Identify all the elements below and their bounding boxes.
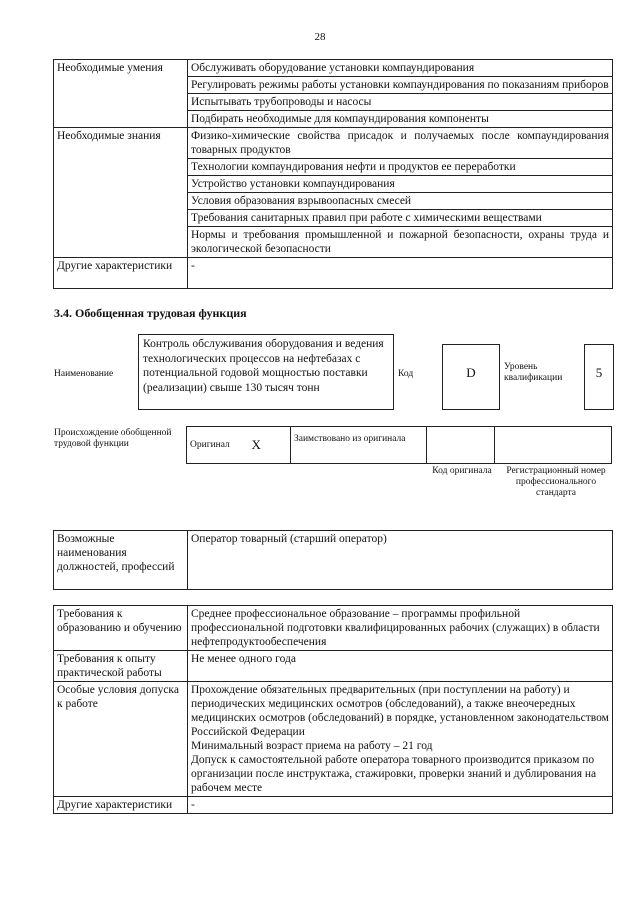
conditions-line: Допуск к самостоятельной работе оператора товарного производится приказом по организации после инструктажа, стажировки, проверки знаний и дублирования на рабочем месте [191, 754, 597, 794]
borrowed-label: Заимствовано из оригинала [291, 427, 427, 464]
experience-label: Требования к опыту практической работы [54, 651, 188, 682]
section-title: 3.4. Обобщенная трудовая функция [54, 306, 247, 320]
name-box [138, 334, 394, 410]
knowledge-item: Нормы и требования промышленной и пожарной безопасности, охраны труда и экологической безопасности [188, 227, 613, 258]
registration-number-caption: Регистрационный номер профессионального стандарта [506, 466, 606, 498]
skills-row-1 [54, 60, 613, 77]
other-characteristics-value: - [188, 797, 613, 814]
positions-table [53, 530, 613, 590]
education-value: Среднее профессиональное образование – программы профильной профессиональной подготовки квалифицированных рабочих (служащих) в области нефтепродуктообеспечения [188, 606, 613, 651]
knowledge-label: Необходимые знания [54, 128, 188, 258]
knowledge-item: Физико-химические свойства присадок и получаемых после компаундирования товарных продуктов [188, 128, 613, 159]
level-value: 5 [595, 365, 603, 380]
experience-value: Не менее одного года [188, 651, 613, 682]
registration-number-cell [495, 427, 612, 464]
conditions-line: Минимальный возраст приема на работу – 21 год [191, 740, 433, 752]
skills-knowledge-table [53, 59, 613, 289]
name-value: Контроль обслуживания оборудования и ведения технологических процессов на нефтебазах с потенциальной годовой мощностью поставки (реализации) свыше 130 тысяч тонн [143, 338, 384, 394]
knowledge-item: Технологии компаундирования нефти и продуктов ее переработки [188, 159, 613, 176]
skill-item: Регулировать режимы работы установки компаундирования по показаниям приборов [188, 77, 613, 94]
other-characteristics-label: Другие характеристики [54, 797, 188, 814]
original-code-cell [427, 427, 495, 464]
positions-value: Оператор товарный (старший оператор) [188, 531, 613, 590]
skill-item: Подбирать необходимые для компаундирования компоненты [188, 111, 613, 128]
code-box [442, 344, 500, 410]
page-number: 28 [314, 31, 326, 43]
conditions-line: Прохождение обязательных предварительных (при поступлении на работу) и периодических медицинских осмотров (обследований), а также внеочередных медицинских осмотров (обследований) в порядке, установленном законодательством Российской Федерации [191, 684, 609, 738]
conditions-value [188, 682, 613, 797]
positions-label: Возможные наименования должностей, профессий [54, 531, 188, 590]
education-label: Требования к образованию и обучению [54, 606, 188, 651]
name-label: Наименование [54, 369, 114, 379]
skill-item: Испытывать трубопроводы и насосы [188, 94, 613, 111]
level-label: Уровень квалификации [504, 362, 563, 383]
origin-label: Происхождение обобщенной трудовой функции [54, 428, 172, 449]
origin-table [186, 426, 612, 464]
conditions-label: Особые условия допуска к работе [54, 682, 188, 797]
code-label: Код [398, 369, 414, 379]
original-mark: X [249, 427, 291, 464]
skill-item: Обслуживать оборудование установки компаундирования [188, 60, 613, 77]
other-characteristics-value: - [188, 258, 613, 289]
original-label: Оригинал [187, 427, 249, 464]
level-box [584, 344, 614, 410]
original-code-caption: Код оригинала [432, 466, 492, 476]
knowledge-item: Требования санитарных правил при работе с химическими веществами [188, 210, 613, 227]
code-value: D [466, 365, 476, 380]
skills-label: Необходимые умения [54, 60, 188, 128]
requirements-table [53, 605, 613, 814]
other-characteristics-label: Другие характеристики [54, 258, 188, 289]
knowledge-item: Условия образования взрывоопасных смесей [188, 193, 613, 210]
knowledge-item: Устройство установки компаундирования [188, 176, 613, 193]
